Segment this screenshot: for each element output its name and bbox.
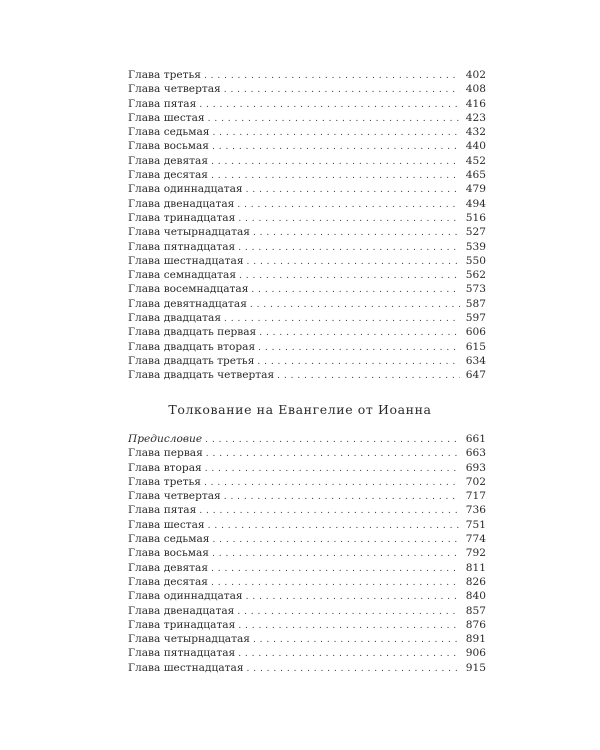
toc-entry-title: Глава десятая: [128, 575, 208, 588]
toc-entry: [128, 489, 486, 503]
dot-leader: [208, 112, 460, 126]
toc-entry-title: Глава шестая: [128, 518, 205, 531]
dot-leader: [253, 633, 460, 647]
dot-leader: [208, 519, 460, 533]
toc-entry: [128, 446, 486, 460]
toc-entry-title: Глава третья: [128, 475, 201, 488]
toc-entry-page-number: 876: [465, 618, 486, 631]
toc-entry-title: Глава девятая: [128, 154, 209, 167]
toc-entry-page-number: 736: [465, 504, 486, 517]
toc-entry-title: Глава тринадцатая: [128, 211, 236, 224]
toc-entry-page-number: 634: [465, 354, 486, 367]
toc-entry-page-number: 811: [465, 561, 486, 574]
dot-leader: [246, 183, 460, 197]
toc-entry: [128, 182, 486, 196]
toc-entry: [128, 282, 486, 296]
dot-leader: [277, 369, 460, 383]
toc-entry-title: Глава одиннадцатая: [128, 590, 243, 603]
toc-entry-title: Предисловие: [128, 433, 203, 445]
toc-entry-page-number: 606: [465, 326, 486, 339]
toc-entry: [128, 197, 486, 211]
toc-entry-title: Глава десятая: [128, 169, 208, 182]
toc-entry-title: Глава седьмая: [128, 126, 210, 139]
toc-entry-page-number: 452: [465, 154, 486, 167]
dot-leader: [238, 647, 460, 661]
toc-entry-title: Глава восемнадцатая: [128, 283, 249, 296]
toc-entry-page-number: 408: [465, 83, 486, 96]
toc-entry: [128, 340, 486, 354]
dot-leader: [239, 269, 460, 283]
dot-leader: [224, 312, 460, 326]
toc-entry: [128, 618, 486, 632]
toc-entry-page-number: 539: [465, 240, 486, 253]
toc-entry-title: Глава седьмая: [128, 533, 210, 546]
dot-leader: [205, 433, 460, 447]
toc-entry: [128, 240, 486, 254]
toc-entry: [128, 475, 486, 489]
toc-entry: [128, 632, 486, 646]
dot-leader: [246, 590, 460, 604]
toc-entry: [128, 297, 486, 311]
toc-entry: [128, 211, 486, 225]
toc-section-1: [128, 68, 486, 383]
toc-entry: [128, 254, 486, 268]
toc-entry-title: Глава восьмая: [128, 140, 209, 153]
toc-entry-page-number: 423: [465, 111, 486, 124]
toc-entry-page-number: 562: [465, 269, 486, 282]
toc-entry-title: Глава двадцать третья: [128, 354, 255, 367]
dot-leader: [259, 326, 460, 340]
toc-entry-title: Глава четвертая: [128, 83, 221, 96]
toc-entry-page-number: 661: [465, 433, 486, 445]
toc-entry: [128, 225, 486, 239]
toc-entry: [128, 604, 486, 618]
toc-entry: [128, 68, 486, 82]
toc-entry-title: Глава четвертая: [128, 490, 221, 503]
toc-entry: [128, 518, 486, 532]
dot-leader: [211, 562, 460, 576]
dot-leader: [258, 341, 460, 355]
dot-leader: [253, 226, 460, 240]
toc-entry-page-number: 587: [465, 297, 486, 310]
toc-entry-page-number: 693: [465, 461, 486, 474]
dot-leader: [211, 576, 460, 590]
toc-entry-title: Глава пятнадцатая: [128, 647, 236, 660]
toc-entry-title: Глава шестнадцатая: [128, 254, 244, 267]
toc-entry-page-number: 597: [465, 312, 486, 325]
dot-leader: [206, 447, 460, 461]
toc-entry: [128, 661, 486, 675]
toc-entry: [128, 125, 486, 139]
toc-entry-page-number: 516: [465, 211, 486, 224]
toc-entry: [128, 139, 486, 153]
dot-leader: [237, 605, 460, 619]
toc-entry-title: Глава четырнадцатая: [128, 633, 250, 646]
toc-entry-title: Глава двадцать вторая: [128, 340, 256, 353]
toc-entry: [128, 111, 486, 125]
dot-leader: [212, 126, 460, 140]
toc-entry-title: Глава семнадцатая: [128, 269, 237, 282]
toc-entry-title: Глава пятая: [128, 97, 197, 110]
toc-entry: [128, 368, 486, 382]
toc-entry-title: Глава тринадцатая: [128, 618, 236, 631]
dot-leader: [238, 619, 460, 633]
toc-entry-page-number: 647: [465, 369, 486, 382]
dot-leader: [238, 212, 460, 226]
toc-entry-page-number: 751: [465, 518, 486, 531]
toc-entry-title: Глава двадцать первая: [128, 326, 257, 339]
toc-entry-title: Глава двадцать четвертая: [128, 369, 275, 382]
section-heading: Толкование на Евангелие от Иоанна: [168, 402, 432, 417]
toc-entry-page-number: 915: [465, 661, 486, 674]
dot-leader: [238, 241, 460, 255]
dot-leader: [212, 547, 460, 561]
toc-entry-title: Глава двенадцатая: [128, 604, 235, 617]
toc-entry-page-number: 857: [465, 604, 486, 617]
toc-entry-title: Глава пятнадцатая: [128, 240, 236, 253]
toc-entry: [128, 532, 486, 546]
toc-entry-title: Глава четырнадцатая: [128, 226, 250, 239]
toc-entry-page-number: 891: [465, 633, 486, 646]
dot-leader: [211, 169, 460, 183]
toc-entry: [128, 546, 486, 560]
dot-leader: [250, 298, 460, 312]
toc-entry-page-number: 702: [465, 475, 486, 488]
toc-entry: [128, 268, 486, 282]
toc-entry-title: Глава девятнадцатая: [128, 297, 247, 310]
toc-entry-title: Глава третья: [128, 69, 201, 81]
dot-leader: [247, 662, 460, 676]
toc-entry: [128, 575, 486, 589]
toc-entry: [128, 561, 486, 575]
toc-entry-page-number: 432: [465, 126, 486, 139]
toc-entry-page-number: 774: [465, 533, 486, 546]
toc-entry-title: Глава восьмая: [128, 547, 209, 560]
toc-entry: [128, 97, 486, 111]
toc-entry-title: Глава шестнадцатая: [128, 661, 244, 674]
dot-leader: [205, 462, 460, 476]
dot-leader: [212, 533, 460, 547]
toc-entry-page-number: 792: [465, 547, 486, 560]
toc-entry-page-number: 465: [465, 169, 486, 182]
toc-entry: [128, 646, 486, 660]
toc-entry: [128, 461, 486, 475]
dot-leader: [224, 83, 460, 97]
toc-entry: [128, 154, 486, 168]
toc-entry: [128, 503, 486, 517]
dot-leader: [251, 283, 460, 297]
dot-leader: [199, 504, 460, 518]
toc-entry-page-number: 840: [465, 590, 486, 603]
toc-entry: [128, 325, 486, 339]
toc-entry-page-number: 479: [465, 183, 486, 196]
toc-entry-page-number: 494: [465, 197, 486, 210]
dot-leader: [199, 98, 460, 112]
toc-entry-title: Глава двенадцатая: [128, 197, 235, 210]
toc-entry: [128, 432, 486, 446]
toc-entry-page-number: 416: [465, 97, 486, 110]
toc-entry: [128, 589, 486, 603]
toc-entry-page-number: 717: [465, 490, 486, 503]
toc-entry-title: Глава одиннадцатая: [128, 183, 243, 196]
toc-entry-title: Глава пятая: [128, 504, 197, 517]
toc-entry-title: Глава двадцатая: [128, 312, 222, 325]
toc-entry-page-number: 573: [465, 283, 486, 296]
dot-leader: [204, 476, 460, 490]
toc-entry-title: Глава вторая: [128, 461, 202, 474]
toc-entry-page-number: 615: [465, 340, 486, 353]
toc-entry-title: Глава шестая: [128, 111, 205, 124]
toc-entry-page-number: 527: [465, 226, 486, 239]
dot-leader: [211, 155, 460, 169]
toc-entry: [128, 168, 486, 182]
toc-entry-page-number: 663: [465, 447, 486, 460]
dot-leader: [257, 355, 460, 369]
toc-section-2: [128, 432, 486, 675]
toc-entry: [128, 354, 486, 368]
toc-entry-page-number: 550: [465, 254, 486, 267]
toc-entry-page-number: 826: [465, 575, 486, 588]
toc-entry: [128, 311, 486, 325]
toc-entry-page-number: 440: [465, 140, 486, 153]
toc-entry-page-number: 402: [465, 69, 486, 81]
toc-entry-title: Глава первая: [128, 447, 203, 460]
dot-leader: [224, 490, 460, 504]
toc-entry: [128, 82, 486, 96]
dot-leader: [212, 140, 460, 154]
toc-entry-page-number: 906: [465, 647, 486, 660]
dot-leader: [204, 69, 460, 83]
dot-leader: [247, 255, 460, 269]
toc-entry-title: Глава девятая: [128, 561, 209, 574]
dot-leader: [237, 198, 460, 212]
